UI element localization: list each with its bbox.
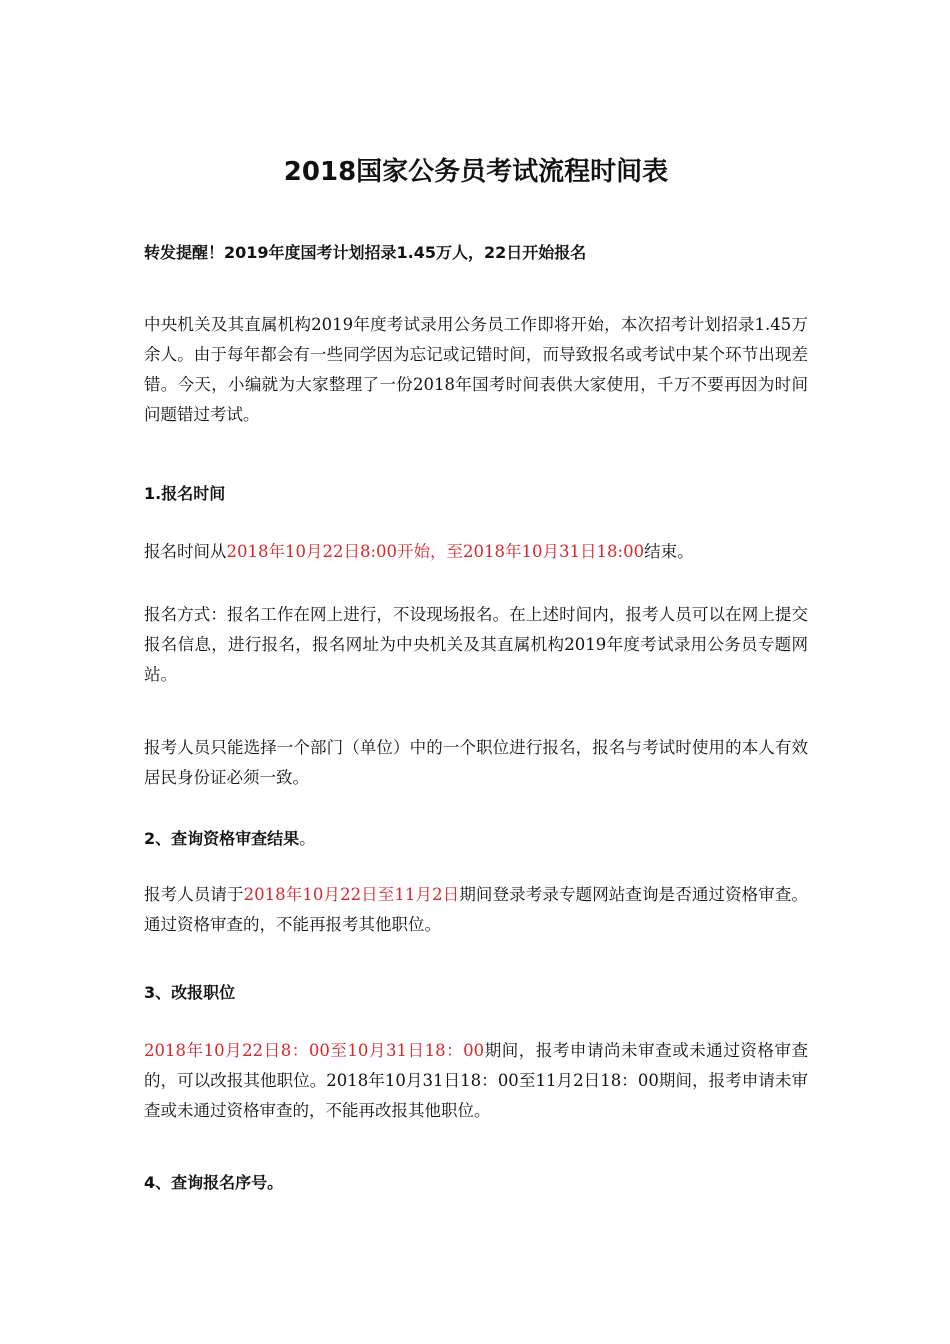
section2-highlight: 2018年10月22日至11月2日 <box>243 885 460 904</box>
title-text: 国家公务员考试流程时间表 <box>356 157 669 187</box>
title-year: 2018 <box>283 157 357 187</box>
section3-body <box>144 1036 808 1126</box>
section2-heading: 2、查询资格审查结果 <box>144 829 300 848</box>
subtitle: 转发提醒！2019年度国考计划招录1.45万人，22日开始报名 <box>144 243 587 262</box>
section2-suffix: 期间登录考录专题网站查询是否通过资格审查。通过资格审查的，不能再报考其他职位。 <box>144 885 808 934</box>
section2-body <box>144 880 808 940</box>
section1-time-prefix: 报名时间从 <box>144 542 227 561</box>
section2-heading-suffix: 。 <box>299 829 316 848</box>
section1-time <box>144 537 808 567</box>
section2-heading-line <box>144 824 808 854</box>
section3-heading: 3、改报职位 <box>144 983 236 1002</box>
section1-time-suffix: 结束。 <box>644 542 694 561</box>
section1-method: 报名方式：报名工作在网上进行，不设现场报名。在上述时间内，报考人员可以在网上提交报名信息，进行报名，报名网址为中央机关及其直属机构2019年度考试录用公务员专题网站。 <box>144 605 808 684</box>
section3-suffix: 期间，报考申请尚未审查或未通过资格审查的，可以改报其他职位。2018年10月31日18：00至11月2日18：00期间，报考申请未审查或未通过资格审查的，不能再改报其他职位。 <box>144 1041 809 1120</box>
section1-time-highlight: 2018年10月22日8:00开始，至2018年10月31日18:00 <box>226 542 645 561</box>
section1-note: 报考人员只能选择一个部门（单位）中的一个职位进行报名，报名与考试时使用的本人有效居民身份证必须一致。 <box>144 738 808 787</box>
section1-heading: 1.报名时间 <box>144 484 226 503</box>
section2-prefix: 报考人员请于 <box>144 885 244 904</box>
intro-paragraph: 中央机关及其直属机构2019年度考试录用公务员工作即将开始，本次招考计划招录1.45万余人。由于每年都会有一些同学因为忘记或记错时间，而导致报名或考试中某个环节出现差错。今天，小编就为大家整理了一份2018年国考时间表供大家使用，千万不要再因为时间问题错过考试。 <box>144 315 808 424</box>
section3-highlight: 2018年10月22日8：00至10月31日18：00 <box>144 1041 485 1060</box>
document-title <box>144 152 808 192</box>
section4-heading: 4、查询报名序号。 <box>144 1173 284 1192</box>
